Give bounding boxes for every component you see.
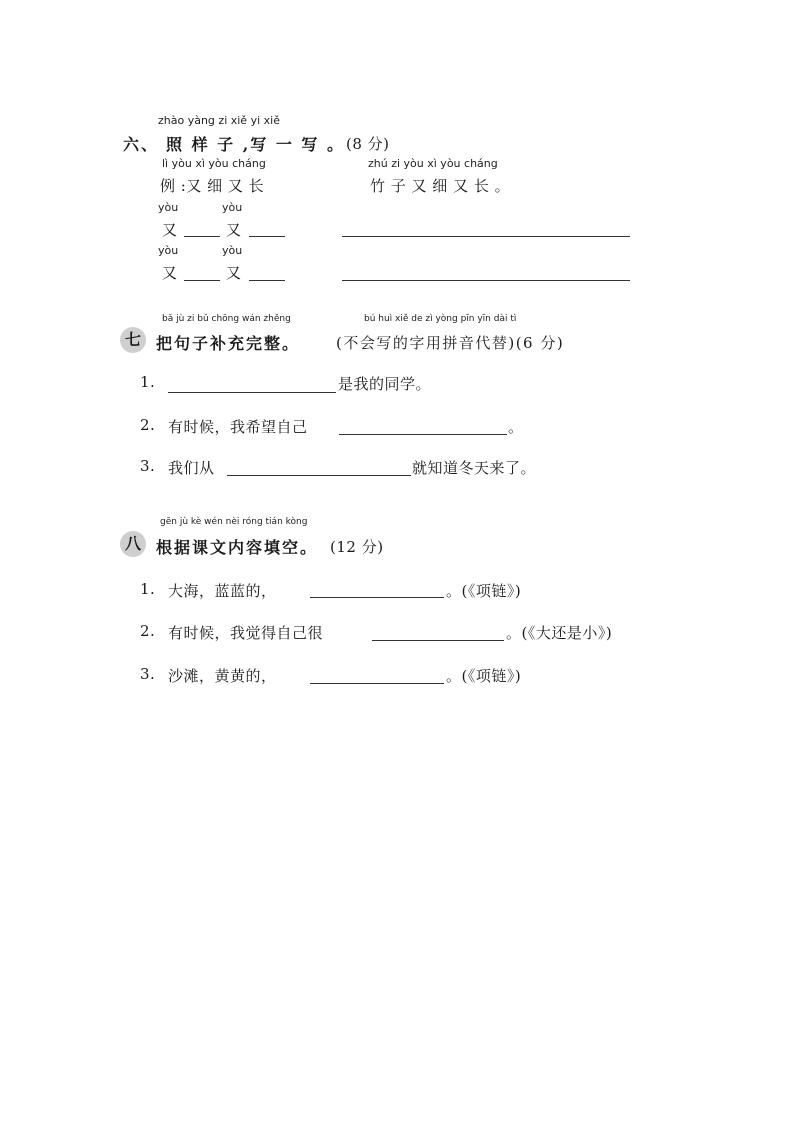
sec7-item-text: 是我的同学。 bbox=[338, 375, 432, 393]
answer-blank[interactable] bbox=[227, 475, 411, 476]
you-pinyin: yòu bbox=[158, 244, 179, 257]
you-char: 又 bbox=[226, 221, 242, 239]
sec6-score: (8 分) bbox=[346, 135, 390, 153]
answer-blank[interactable] bbox=[310, 597, 444, 598]
sec6-title-pinyin: zhào yàng zi xiě yi xiě bbox=[158, 114, 280, 127]
sec6-title: 照 样 子 ,写 一 写 。 bbox=[166, 135, 345, 154]
answer-blank[interactable] bbox=[310, 683, 444, 684]
sec7-item-number: 1. bbox=[140, 373, 156, 391]
sec7-number-badge: 七 bbox=[120, 327, 146, 353]
answer-blank[interactable] bbox=[249, 236, 285, 237]
sec8-title-pinyin: gēn jù kè wén nèi róng tián kòng bbox=[160, 517, 308, 527]
sec6-example-pinyin: lì yòu xì yòu cháng bbox=[162, 157, 266, 170]
sec7-note: (不会写的字用拼音代替)(6 分) bbox=[336, 334, 565, 352]
sec8-item-text: 。(《项链》) bbox=[446, 667, 522, 685]
answer-blank[interactable] bbox=[184, 236, 220, 237]
sec7-item-number: 2. bbox=[140, 416, 156, 434]
sec8-item-text: 。(《项链》) bbox=[446, 582, 522, 600]
sec7-note-pinyin: bú huì xiě de zì yòng pīn yīn dài tì bbox=[364, 314, 517, 324]
answer-blank[interactable] bbox=[168, 392, 336, 393]
sec8-score: (12 分) bbox=[330, 538, 384, 556]
sec8-item-number: 2. bbox=[140, 622, 156, 640]
sec6-example2: 竹 子 又 细 又 长 。 bbox=[370, 177, 511, 195]
sec7-item-text: 我们从 bbox=[168, 459, 215, 477]
sec7-item-text: 。 bbox=[508, 418, 524, 436]
you-pinyin: yòu bbox=[222, 244, 243, 257]
sec8-title: 根据课文内容填空。 bbox=[156, 538, 319, 557]
sec8-item-number: 3. bbox=[140, 665, 156, 683]
sec8-item-text: 沙滩，黄黄的， bbox=[168, 667, 277, 685]
sec8-item-text: 有时候，我觉得自己很 bbox=[168, 624, 324, 642]
sec6-example2-pinyin: zhú zi yòu xì yòu cháng bbox=[368, 157, 498, 170]
sentence-blank[interactable] bbox=[342, 236, 630, 237]
you-pinyin: yòu bbox=[158, 201, 179, 214]
sec7-title-pinyin: bǎ jù zi bǔ chōng wán zhěng bbox=[162, 314, 291, 324]
sec8-number-badge: 八 bbox=[120, 531, 146, 557]
answer-blank[interactable] bbox=[339, 434, 507, 435]
answer-blank[interactable] bbox=[249, 280, 285, 281]
sec7-item-number: 3. bbox=[140, 457, 156, 475]
sec6-number: 六、 bbox=[123, 135, 160, 154]
you-char: 又 bbox=[162, 221, 178, 239]
sec8-item-number: 1. bbox=[140, 580, 156, 598]
sec7-item-text: 就知道冬天来了。 bbox=[412, 459, 537, 477]
sec6-example: 例 :又 细 又 长 bbox=[160, 177, 265, 195]
you-char: 又 bbox=[226, 264, 242, 282]
you-char: 又 bbox=[162, 264, 178, 282]
sec8-item-text: 大海，蓝蓝的， bbox=[168, 582, 277, 600]
sentence-blank[interactable] bbox=[342, 280, 630, 281]
sec7-title: 把句子补充完整。 bbox=[156, 334, 301, 353]
answer-blank[interactable] bbox=[184, 280, 220, 281]
sec7-item-text: 有时候，我希望自己 bbox=[168, 418, 308, 436]
you-pinyin: yòu bbox=[222, 201, 243, 214]
sec8-item-text: 。(《大还是小》) bbox=[506, 624, 613, 642]
answer-blank[interactable] bbox=[372, 640, 504, 641]
